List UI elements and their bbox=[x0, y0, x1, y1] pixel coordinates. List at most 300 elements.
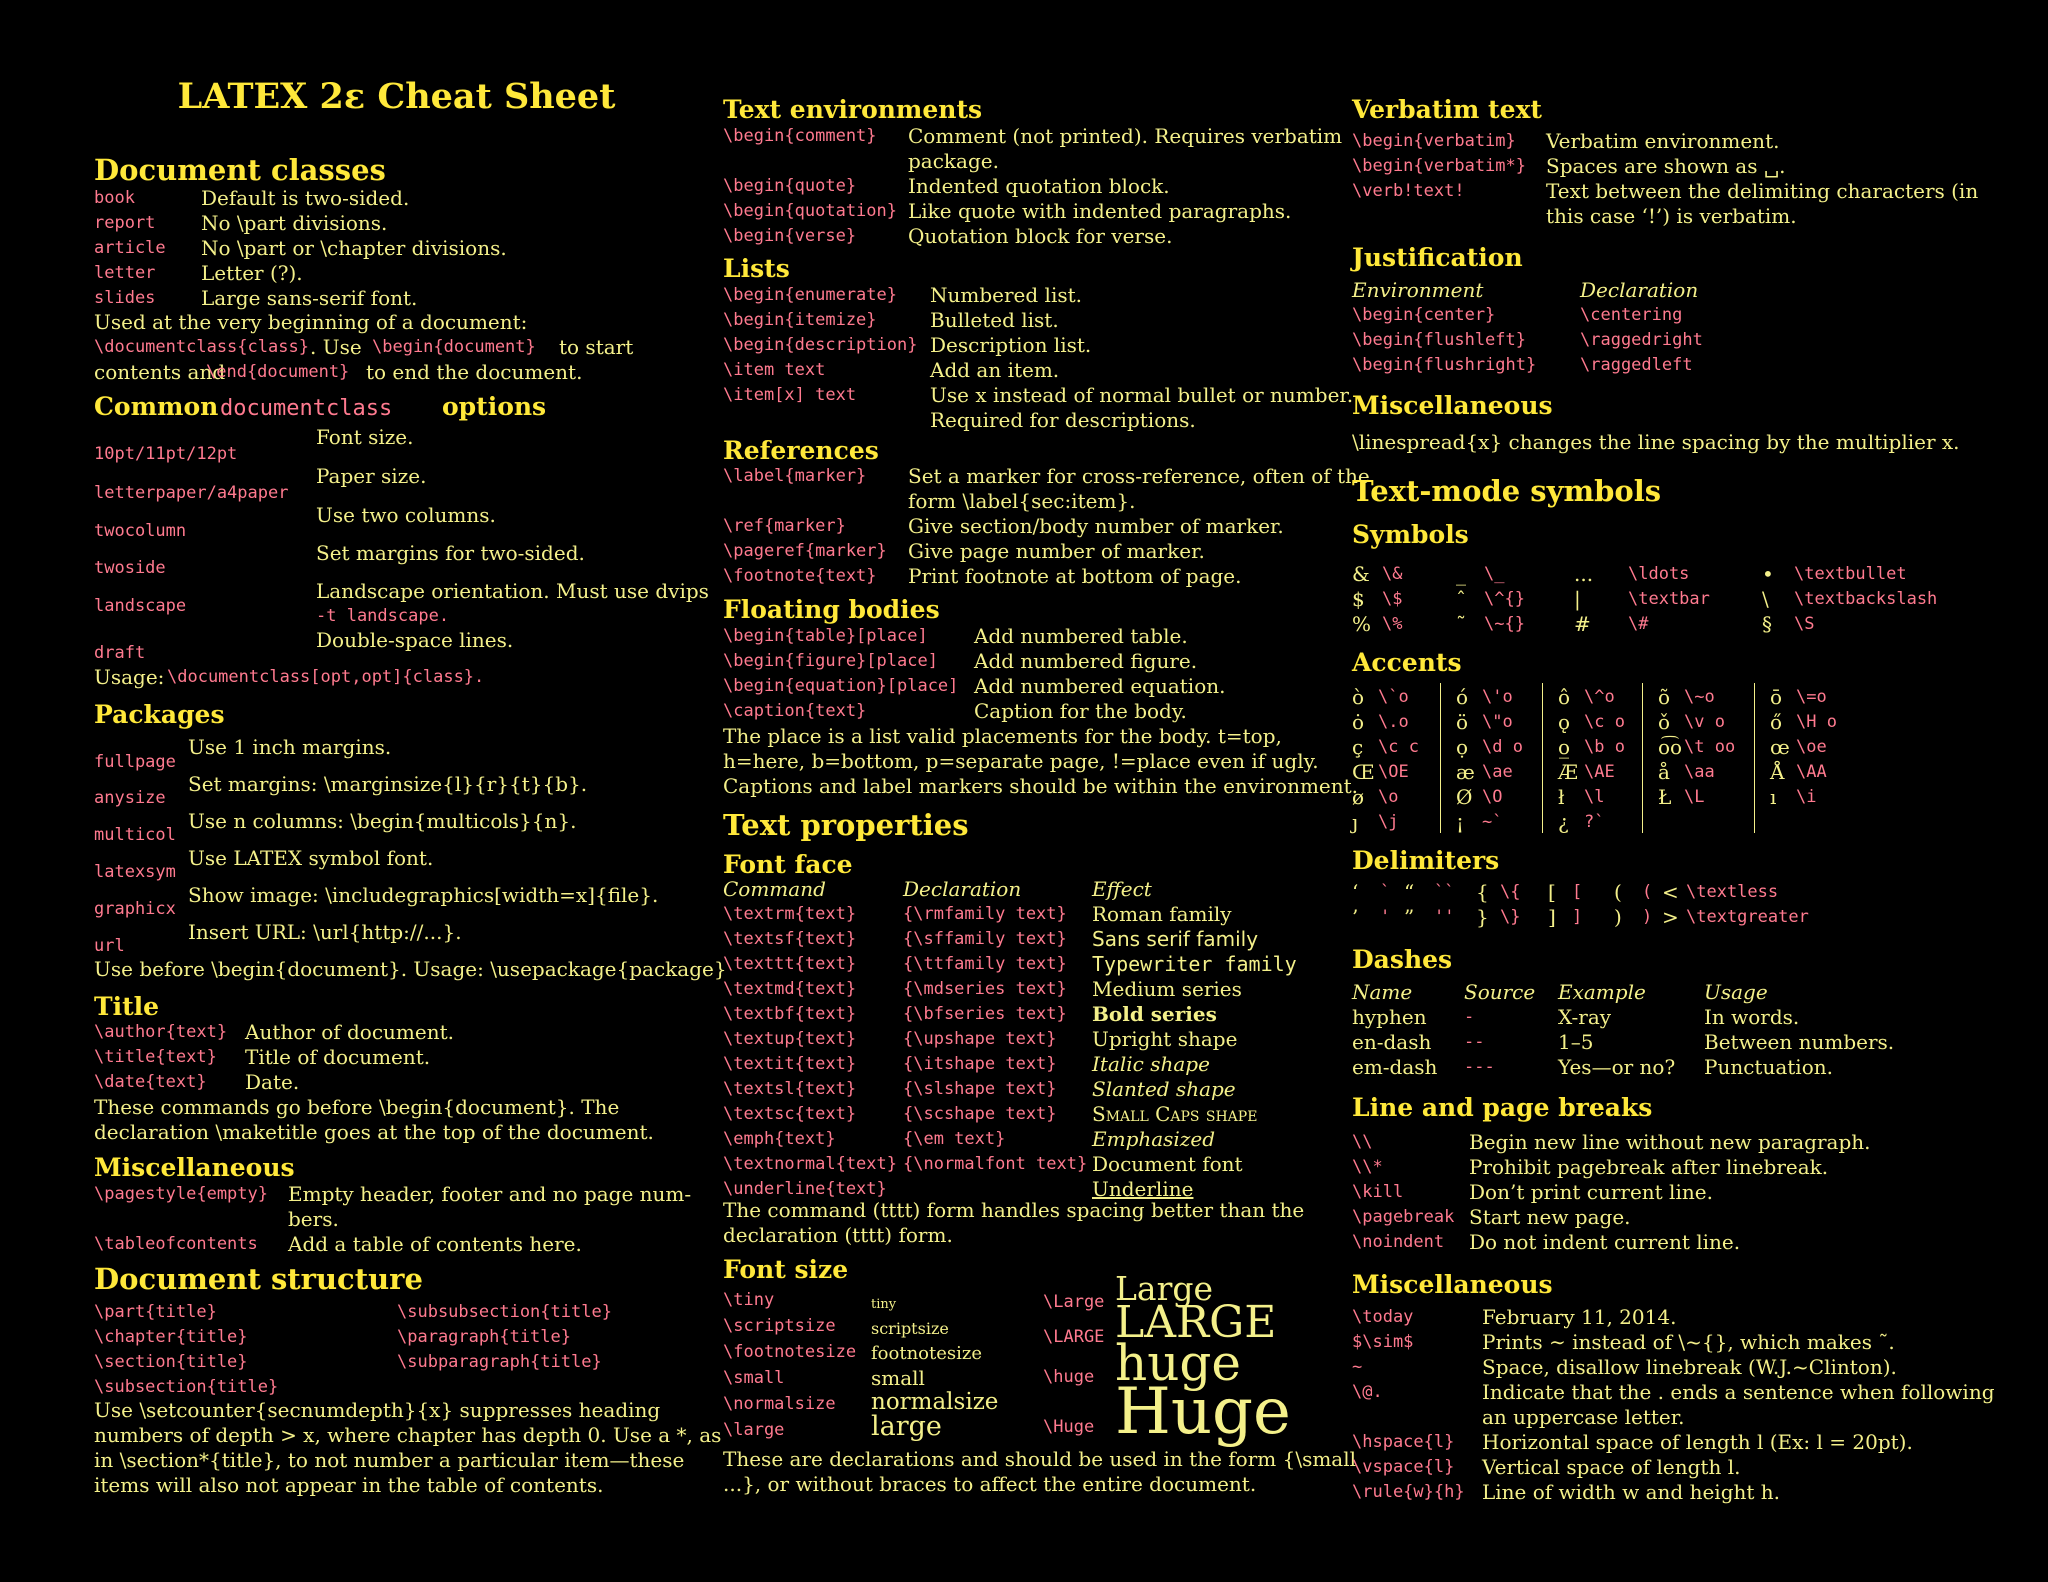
symbol-glyph: & bbox=[1352, 562, 1370, 586]
delim: \{ bbox=[1500, 882, 1521, 902]
misc3-desc: Vertical space of length l. bbox=[1482, 1455, 1741, 1479]
docclass-cmd: slides bbox=[94, 288, 156, 308]
fontface-cmd: \textsc{text} bbox=[723, 1104, 857, 1124]
floats-desc: Add numbered equation. bbox=[974, 674, 1226, 698]
misc2-line: \linespread{x} changes the line spacing by the multiplier x. bbox=[1352, 430, 1960, 454]
section-packages: Packages bbox=[94, 700, 225, 729]
section-line-page-breaks: Line and page breaks bbox=[1352, 1093, 1653, 1122]
accent-glyph: õ bbox=[1658, 685, 1671, 709]
package-name: anysize bbox=[94, 788, 166, 808]
package-desc: Use n columns: \begin{multicols}{n}. bbox=[188, 809, 577, 833]
section-misc-1: Miscellaneous bbox=[94, 1153, 295, 1182]
accent-cmd: \=o bbox=[1796, 687, 1827, 707]
section-font-face: Font face bbox=[723, 850, 853, 879]
package-desc: Show image: \includegraphics[width=x]{file}. bbox=[188, 883, 659, 907]
delim: \} bbox=[1500, 907, 1521, 927]
refs-desc: Set a marker for cross-reference, often of the bbox=[908, 464, 1370, 488]
misc3-cmd: \rule{w}{h} bbox=[1352, 1482, 1465, 1502]
delim: ” bbox=[1404, 905, 1415, 929]
misc3-cmd: \today bbox=[1352, 1307, 1414, 1327]
fontsize-cmd: \normalsize bbox=[723, 1394, 836, 1414]
docclass-note: Used at the very beginning of a document: bbox=[94, 310, 528, 334]
fontface-cmd: \textit{text} bbox=[723, 1054, 857, 1074]
accent-glyph: Æ bbox=[1558, 760, 1579, 784]
floats-cmd: \caption{text} bbox=[723, 701, 867, 721]
accent-cmd: \AE bbox=[1584, 762, 1615, 782]
refs-desc: Print footnote at bottom of page. bbox=[908, 564, 1242, 588]
delim: } bbox=[1476, 905, 1489, 929]
title-cmd-desc: Author of document. bbox=[245, 1020, 455, 1044]
title-cmd-cmd: \date{text} bbox=[94, 1072, 207, 1092]
title-cmd-cmd: \author{text} bbox=[94, 1022, 228, 1042]
col-command: Command bbox=[723, 877, 826, 901]
fontface-decl: {\scshape text} bbox=[903, 1104, 1057, 1124]
struct-note: numbers of depth > x, where chapter has depth 0. Use a *, as bbox=[94, 1423, 722, 1447]
symbol-glyph: ˜ bbox=[1456, 612, 1466, 636]
accent-glyph: ¿ bbox=[1558, 810, 1569, 834]
accent-cmd: \OE bbox=[1378, 762, 1409, 782]
delim: “ bbox=[1404, 880, 1415, 904]
struct-cmd: \chapter{title} bbox=[94, 1327, 248, 1347]
textenv-desc: Like quote with indented paragraphs. bbox=[908, 199, 1292, 223]
fontface-effect: Slanted shape bbox=[1092, 1077, 1236, 1101]
floats-desc: Add numbered figure. bbox=[974, 649, 1198, 673]
dash-cell: In words. bbox=[1704, 1005, 1800, 1029]
symbol-glyph: | bbox=[1574, 587, 1581, 611]
delim: ` bbox=[1380, 882, 1391, 902]
option-desc-code: -t landscape. bbox=[316, 606, 450, 626]
fontface-effect: Sans serif family bbox=[1092, 927, 1259, 951]
section-options-code: documentclass bbox=[220, 396, 393, 421]
accent-separator bbox=[1542, 683, 1543, 833]
title-cmd-desc: Title of document. bbox=[245, 1045, 431, 1069]
misc3-desc: Line of width w and height h. bbox=[1482, 1480, 1781, 1504]
delim: [ bbox=[1548, 880, 1556, 904]
textenv-cmd: \begin{comment} bbox=[723, 126, 877, 146]
struct-cmd: \part{title} bbox=[94, 1302, 217, 1322]
dash-col: Name bbox=[1352, 980, 1413, 1004]
fontface-decl: {\bfseries text} bbox=[903, 1004, 1067, 1024]
delim: ] bbox=[1572, 907, 1583, 927]
misc1-desc: Empty header, footer and no page num- bbox=[288, 1182, 692, 1206]
fontface-decl: {\slshape text} bbox=[903, 1079, 1057, 1099]
fontsize-sample: tiny bbox=[871, 1297, 897, 1313]
verbatim-desc: Verbatim environment. bbox=[1546, 129, 1780, 153]
docclass-desc: Large sans-serif font. bbox=[201, 286, 418, 310]
docclass-cmd: letter bbox=[94, 263, 156, 283]
symbol-cmd: \# bbox=[1628, 614, 1649, 634]
dash-cell: Punctuation. bbox=[1704, 1055, 1833, 1079]
package-name: fullpage bbox=[94, 752, 176, 772]
fontface-decl: {\itshape text} bbox=[903, 1054, 1057, 1074]
symbol-glyph: # bbox=[1574, 612, 1591, 636]
symbol-glyph: % bbox=[1352, 612, 1372, 636]
accent-glyph: ò bbox=[1352, 685, 1365, 709]
accent-glyph: ç bbox=[1352, 735, 1364, 759]
option-name: twocolumn bbox=[94, 521, 187, 541]
docclass-desc: Default is two-sided. bbox=[201, 186, 410, 210]
col-declaration: Declaration bbox=[903, 877, 1022, 901]
accent-cmd: \o bbox=[1378, 787, 1399, 807]
lists-desc: Use x instead of normal bullet or number. bbox=[930, 383, 1354, 407]
fontface-cmd: \textup{text} bbox=[723, 1029, 857, 1049]
delim: ] bbox=[1548, 905, 1556, 929]
verbatim-cmd: \begin{verbatim*} bbox=[1352, 156, 1526, 176]
lists-desc: Numbered list. bbox=[930, 283, 1082, 307]
accent-cmd: \.o bbox=[1378, 712, 1409, 732]
docclass-note: to start bbox=[559, 335, 634, 359]
section-references: References bbox=[723, 436, 879, 465]
accent-glyph: Ø bbox=[1456, 785, 1473, 809]
accent-glyph: Ł bbox=[1658, 785, 1672, 809]
fontsize-cmd: \scriptsize bbox=[723, 1316, 836, 1336]
option-name: draft bbox=[94, 643, 146, 663]
option-desc: Use two columns. bbox=[316, 503, 496, 527]
docclass-cmd: article bbox=[94, 238, 166, 258]
fontface-decl: {\upshape text} bbox=[903, 1029, 1057, 1049]
fontface-cmd: \texttt{text} bbox=[723, 954, 857, 974]
dash-cell: -- bbox=[1464, 1032, 1485, 1052]
dash-cell: --- bbox=[1464, 1057, 1495, 1077]
fontface-note: declaration (tttt) form. bbox=[723, 1223, 953, 1247]
fontface-cmd: \textnormal{text} bbox=[723, 1154, 897, 1174]
delim: ‘ bbox=[1352, 880, 1359, 904]
packages-note: Use before \begin{document}. Usage: \usepackage{package} bbox=[94, 957, 727, 981]
delim: \textless bbox=[1686, 882, 1779, 902]
verbatim-desc: this case ‘!’) is verbatim. bbox=[1546, 204, 1797, 228]
accent-glyph: œ bbox=[1770, 735, 1790, 759]
docclass-desc: No \part or \chapter divisions. bbox=[201, 236, 507, 260]
delim: ’ bbox=[1352, 905, 1359, 929]
fontface-cmd: \emph{text} bbox=[723, 1129, 836, 1149]
fontface-effect: Bold series bbox=[1092, 1002, 1217, 1026]
accent-glyph: o̲ bbox=[1558, 735, 1571, 759]
section-misc-2: Miscellaneous bbox=[1352, 391, 1553, 420]
option-name: landscape bbox=[94, 596, 187, 616]
justif-env: \begin{center} bbox=[1352, 305, 1496, 325]
accent-glyph: ł bbox=[1558, 785, 1565, 809]
struct-cmd: \paragraph{title} bbox=[397, 1327, 571, 1347]
textenv-cmd: \begin{quotation} bbox=[723, 201, 897, 221]
package-name: graphicx bbox=[94, 899, 176, 919]
verbatim-desc: Spaces are shown as ␣. bbox=[1546, 154, 1786, 178]
accent-cmd: \H o bbox=[1796, 712, 1837, 732]
docclass-desc: Letter (?). bbox=[201, 261, 303, 285]
delim: ) bbox=[1642, 907, 1653, 927]
fontface-cmd: \textbf{text} bbox=[723, 1004, 857, 1024]
accent-separator bbox=[1642, 683, 1643, 833]
misc1-cmd: \pagestyle{empty} bbox=[94, 1184, 268, 1204]
section-options: options bbox=[442, 392, 547, 421]
fontsize-sample: small bbox=[871, 1366, 925, 1390]
section-document-classes: Document classes bbox=[94, 153, 386, 187]
fontsize-cmd: \huge bbox=[1043, 1367, 1095, 1387]
symbol-glyph: \ bbox=[1762, 587, 1769, 611]
package-name: latexsym bbox=[94, 862, 176, 882]
refs-cmd: \footnote{text} bbox=[723, 566, 877, 586]
docclass-note: . Use bbox=[310, 335, 362, 359]
fontsize-cmd: \large bbox=[723, 1420, 785, 1440]
fontsize-cmd: \LARGE bbox=[1043, 1327, 1105, 1347]
justif-env: \begin{flushleft} bbox=[1352, 330, 1526, 350]
delim: ( bbox=[1642, 882, 1653, 902]
dash-cell: - bbox=[1464, 1007, 1475, 1027]
fontsize-sample: LARGE bbox=[1115, 1296, 1277, 1348]
textenv-desc: Quotation block for verse. bbox=[908, 224, 1173, 248]
section-font-size: Font size bbox=[723, 1255, 849, 1284]
struct-note: in \section*{title}, to not number a particular item—these bbox=[94, 1448, 685, 1472]
package-desc: Insert URL: \url{http://...}. bbox=[188, 920, 462, 944]
accent-cmd: \c o bbox=[1584, 712, 1625, 732]
misc3-desc: February 11, 2014. bbox=[1482, 1305, 1677, 1329]
accent-glyph: ǒ bbox=[1658, 710, 1671, 734]
fontface-note: The command (tttt) form handles spacing better than the bbox=[723, 1198, 1305, 1222]
options-usage: Usage: bbox=[94, 665, 165, 689]
symbol-cmd: \textbullet bbox=[1794, 564, 1907, 584]
symbol-cmd: \S bbox=[1794, 614, 1815, 634]
struct-note: Use \setcounter{secnumdepth}{x} suppresses heading bbox=[94, 1398, 661, 1422]
misc3-cmd: \hspace{l} bbox=[1352, 1432, 1455, 1452]
dash-cell: hyphen bbox=[1352, 1005, 1427, 1029]
dash-cell: em-dash bbox=[1352, 1055, 1438, 1079]
docclass-note-code: \documentclass{class} bbox=[94, 337, 309, 357]
title-note: declaration \maketitle goes at the top of the document. bbox=[94, 1120, 654, 1144]
symbol-glyph: ... bbox=[1574, 562, 1594, 586]
floats-cmd: \begin{equation}[place] bbox=[723, 676, 959, 696]
docclass-note: contents and bbox=[94, 360, 226, 384]
section-lists: Lists bbox=[723, 254, 790, 283]
lists-desc: Required for descriptions. bbox=[930, 408, 1196, 432]
lists-cmd: \begin{enumerate} bbox=[723, 285, 897, 305]
fontface-effect: Roman family bbox=[1092, 902, 1232, 926]
docclass-note: to end the document. bbox=[366, 360, 583, 384]
misc3-desc: an uppercase letter. bbox=[1482, 1405, 1685, 1429]
delim: \textgreater bbox=[1686, 907, 1809, 927]
fontface-cmd: \textrm{text} bbox=[723, 904, 857, 924]
accent-glyph: ǫ bbox=[1558, 710, 1571, 734]
symbol-cmd: \& bbox=[1382, 564, 1403, 584]
refs-desc: Give page number of marker. bbox=[908, 539, 1205, 563]
option-name: letterpaper/a4paper bbox=[94, 483, 289, 503]
struct-cmd: \section{title} bbox=[94, 1352, 248, 1372]
misc3-cmd: $\sim$ bbox=[1352, 1332, 1414, 1352]
symbol-glyph: • bbox=[1762, 562, 1774, 586]
docclass-note-code: \end{document} bbox=[206, 362, 350, 382]
fontface-cmd: \textsl{text} bbox=[723, 1079, 857, 1099]
breaks-desc: Begin new line without new paragraph. bbox=[1469, 1130, 1871, 1154]
lists-desc: Add an item. bbox=[930, 358, 1060, 382]
struct-cmd: \subparagraph{title} bbox=[397, 1352, 602, 1372]
lists-cmd: \begin{itemize} bbox=[723, 310, 877, 330]
breaks-cmd: \pagebreak bbox=[1352, 1207, 1455, 1227]
fontface-effect: Small Caps shape bbox=[1092, 1102, 1258, 1126]
accent-cmd: \t oo bbox=[1684, 737, 1736, 757]
dash-cell: 1–5 bbox=[1558, 1030, 1594, 1054]
docclass-cmd: report bbox=[94, 213, 156, 233]
struct-note: items will also not appear in the table of contents. bbox=[94, 1473, 604, 1497]
misc3-desc: Prints ∼ instead of \~{}, which makes ˜. bbox=[1482, 1330, 1895, 1354]
accent-glyph: ọ bbox=[1456, 735, 1469, 759]
fontface-effect: Typewriter family bbox=[1092, 952, 1297, 976]
struct-cmd: \subsection{title} bbox=[94, 1377, 279, 1397]
fontface-decl: {\sffamily text} bbox=[903, 929, 1067, 949]
fontface-decl: {\em text} bbox=[903, 1129, 1006, 1149]
fontface-decl: {\ttfamily text} bbox=[903, 954, 1067, 974]
floats-note: h=here, b=bottom, p=separate page, !=place even if ugly. bbox=[723, 749, 1319, 773]
misc3-desc: Space, disallow linebreak (W.J.~Clinton). bbox=[1482, 1355, 1897, 1379]
delim: { bbox=[1476, 880, 1489, 904]
fontface-cmd: \textsf{text} bbox=[723, 929, 857, 949]
section-justification: Justification bbox=[1352, 243, 1523, 272]
dash-cell: Between numbers. bbox=[1704, 1030, 1895, 1054]
accent-glyph: Œ bbox=[1352, 760, 1375, 784]
fontsize-sample: scriptsize bbox=[871, 1319, 949, 1339]
fontface-effect: Emphasized bbox=[1092, 1127, 1216, 1151]
refs-desc: form \label{sec:item}. bbox=[908, 489, 1136, 513]
accent-glyph: ȷ bbox=[1352, 810, 1359, 834]
justif-decl: \raggedleft bbox=[1580, 355, 1693, 375]
dash-cell: X-ray bbox=[1558, 1005, 1612, 1029]
page-title: LATEX 2ε Cheat Sheet bbox=[177, 76, 616, 117]
symbol-glyph: ˆ bbox=[1456, 587, 1466, 611]
accent-separator bbox=[1440, 683, 1441, 833]
fontface-effect: Underline bbox=[1092, 1177, 1194, 1201]
dash-col: Source bbox=[1464, 980, 1536, 1004]
textenv-desc: Indented quotation block. bbox=[908, 174, 1170, 198]
breaks-cmd: \\* bbox=[1352, 1157, 1383, 1177]
docclass-note-code: \begin{document} bbox=[372, 337, 536, 357]
accent-glyph: o͡o bbox=[1658, 735, 1683, 759]
col-environment: Environment bbox=[1352, 278, 1484, 302]
option-desc: Font size. bbox=[316, 425, 414, 449]
section-options: Common bbox=[94, 392, 219, 421]
fontsize-sample: huge bbox=[1115, 1333, 1242, 1392]
accent-cmd: \j bbox=[1378, 812, 1399, 832]
symbol-cmd: \textbar bbox=[1628, 589, 1710, 609]
lists-cmd: \begin{description} bbox=[723, 335, 918, 355]
package-name: url bbox=[94, 936, 125, 956]
fontsize-cmd: \tiny bbox=[723, 1290, 775, 1310]
fontsize-sample: large bbox=[871, 1410, 942, 1442]
accent-cmd: \L bbox=[1684, 787, 1705, 807]
symbol-cmd: \~{} bbox=[1484, 614, 1525, 634]
fontsize-sample: normalsize bbox=[871, 1389, 999, 1416]
floats-desc: Add numbered table. bbox=[974, 624, 1188, 648]
fontsize-cmd: \small bbox=[723, 1368, 785, 1388]
option-desc: Double-space lines. bbox=[316, 628, 514, 652]
accent-cmd: \O bbox=[1482, 787, 1503, 807]
accent-cmd: \aa bbox=[1684, 762, 1715, 782]
verbatim-cmd: \begin{verbatim} bbox=[1352, 131, 1516, 151]
accent-cmd: ?` bbox=[1584, 812, 1605, 832]
section-text-mode-symbols: Text-mode symbols bbox=[1352, 474, 1662, 508]
docclass-desc: No \part divisions. bbox=[201, 211, 388, 235]
misc1-desc: bers. bbox=[288, 1207, 339, 1231]
struct-cmd: \subsubsection{title} bbox=[397, 1302, 612, 1322]
dash-cell: Yes—or no? bbox=[1558, 1055, 1676, 1079]
breaks-cmd: \\ bbox=[1352, 1132, 1373, 1152]
misc3-desc: Indicate that the . ends a sentence when following bbox=[1482, 1380, 1995, 1404]
refs-desc: Give section/body number of marker. bbox=[908, 514, 1284, 538]
delim: > bbox=[1662, 905, 1679, 929]
justif-decl: \raggedright bbox=[1580, 330, 1703, 350]
lists-cmd: \item text bbox=[723, 360, 826, 380]
section-document-structure: Document structure bbox=[94, 1262, 423, 1296]
fontsize-cmd: \Large bbox=[1043, 1292, 1105, 1312]
symbol-glyph: § bbox=[1762, 612, 1772, 636]
textenv-cmd: \begin{quote} bbox=[723, 176, 857, 196]
verbatim-desc: Text between the delimiting characters (in bbox=[1546, 179, 1979, 203]
section-text-properties: Text properties bbox=[723, 808, 969, 842]
col-declaration: Declaration bbox=[1580, 278, 1699, 302]
accent-glyph: æ bbox=[1456, 760, 1475, 784]
accent-cmd: \d o bbox=[1482, 737, 1523, 757]
fontface-effect: Italic shape bbox=[1092, 1052, 1210, 1076]
delim: ' bbox=[1380, 907, 1391, 927]
misc3-cmd: \vspace{l} bbox=[1352, 1457, 1455, 1477]
section-floating-bodies: Floating bodies bbox=[723, 595, 940, 624]
accent-cmd: ~` bbox=[1482, 812, 1503, 832]
accent-cmd: \^o bbox=[1584, 687, 1615, 707]
floats-cmd: \begin{figure}[place] bbox=[723, 651, 938, 671]
fontface-decl: {\rmfamily text} bbox=[903, 904, 1067, 924]
misc1-cmd: \tableofcontents bbox=[94, 1234, 258, 1254]
misc3-cmd: \@. bbox=[1352, 1382, 1383, 1402]
accent-cmd: \c c bbox=[1378, 737, 1419, 757]
section-title: Title bbox=[94, 992, 160, 1021]
textenv-desc: package. bbox=[908, 149, 999, 173]
section-verbatim: Verbatim text bbox=[1352, 95, 1542, 124]
accent-glyph: ö bbox=[1456, 710, 1469, 734]
textenv-desc: Comment (not printed). Requires verbatim bbox=[908, 124, 1343, 148]
breaks-desc: Don’t print current line. bbox=[1469, 1180, 1713, 1204]
lists-cmd: \item[x] text bbox=[723, 385, 857, 405]
fontsize-sample: footnotesize bbox=[871, 1343, 983, 1365]
accent-cmd: \"o bbox=[1482, 712, 1513, 732]
floats-desc: Caption for the body. bbox=[974, 699, 1187, 723]
title-cmd-desc: Date. bbox=[245, 1070, 300, 1094]
fontface-cmd: \textmd{text} bbox=[723, 979, 857, 999]
accent-cmd: \~o bbox=[1684, 687, 1715, 707]
section-accents: Accents bbox=[1352, 648, 1462, 677]
misc3-cmd: ~ bbox=[1352, 1357, 1363, 1377]
symbol-cmd: \^{} bbox=[1484, 589, 1525, 609]
symbol-glyph: _ bbox=[1456, 562, 1466, 586]
dash-col: Example bbox=[1558, 980, 1646, 1004]
section-dashes: Dashes bbox=[1352, 945, 1453, 974]
col-effect: Effect bbox=[1092, 877, 1152, 901]
accent-glyph: å bbox=[1658, 760, 1670, 784]
accent-cmd: \AA bbox=[1796, 762, 1827, 782]
accent-glyph: ȯ bbox=[1352, 710, 1365, 734]
fontsize-note: These are declarations and should be used in the form {\small bbox=[723, 1447, 1357, 1471]
option-desc: Paper size. bbox=[316, 464, 427, 488]
fontface-decl: {\normalfont text} bbox=[903, 1154, 1088, 1174]
breaks-cmd: \kill bbox=[1352, 1182, 1404, 1202]
fontface-decl: {\mdseries text} bbox=[903, 979, 1067, 999]
symbol-cmd: \textbackslash bbox=[1794, 589, 1938, 609]
delim: ( bbox=[1614, 880, 1622, 904]
accent-cmd: \b o bbox=[1584, 737, 1625, 757]
breaks-cmd: \noindent bbox=[1352, 1232, 1445, 1252]
fontsize-note: ...}, or without braces to affect the entire document. bbox=[723, 1472, 1257, 1496]
delim: [ bbox=[1572, 882, 1583, 902]
accent-separator bbox=[1754, 683, 1755, 833]
options-usage-code: \documentclass[opt,opt]{class}. bbox=[167, 667, 485, 687]
accent-glyph: ¡ bbox=[1456, 810, 1465, 834]
package-desc: Use LATEX symbol font. bbox=[188, 846, 434, 870]
justif-decl: \centering bbox=[1580, 305, 1683, 325]
